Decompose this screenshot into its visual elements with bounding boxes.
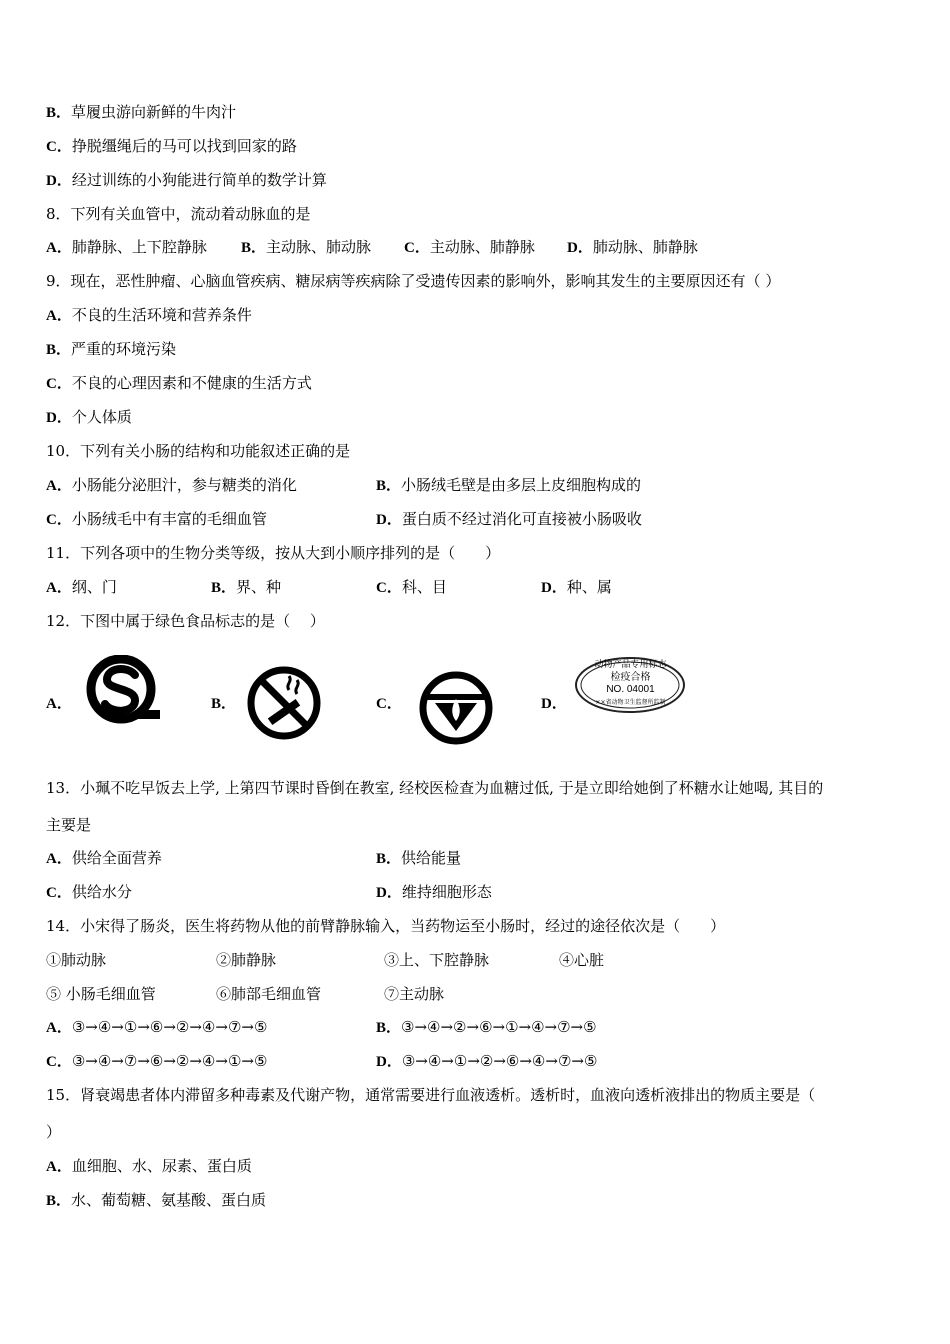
q13-option-b — [376, 848, 461, 869]
option-text: 肺静脉、上下腔静脉 — [71, 238, 207, 256]
q10-option-a — [46, 475, 297, 496]
option-letter: C． — [46, 885, 72, 901]
q14-item-6: ⑥肺部毛细血管 — [216, 985, 322, 1003]
q11-option-d — [541, 577, 612, 598]
q10-option-d — [376, 509, 642, 530]
q9-option-d — [46, 407, 132, 428]
q11-option-c — [376, 577, 447, 598]
q8-option-b — [241, 237, 371, 258]
q14-option-c — [46, 1051, 267, 1072]
option-text: 个人体质 — [71, 408, 132, 426]
option-letter: B． — [211, 580, 237, 596]
q14-item-1: ①肺动脉 — [46, 951, 107, 969]
option-text: 主动脉、肺静脉 — [429, 238, 535, 256]
option-letter: B． — [46, 1193, 72, 1209]
option-text: 供给全面营养 — [71, 849, 162, 867]
q10-stem: 10．下列有关小肠的结构和功能叙述正确的是 — [46, 442, 351, 460]
option-text: 主动脉、肺动脉 — [266, 238, 372, 256]
seal-bottom-text: ××省动物卫生监督所监制 — [595, 699, 666, 706]
q8-option-d — [567, 237, 698, 258]
option-text: 肺动脉、肺静脉 — [592, 238, 698, 256]
q8-option-c — [404, 237, 535, 258]
option-text: 血细胞、水、尿素、蛋白质 — [71, 1157, 252, 1175]
q10-option-c — [46, 509, 267, 530]
option-letter: B． — [241, 240, 267, 256]
q14-stem: 14．小宋得了肠炎，医生将药物从他的前臂静脉输入，当药物运至小肠时，经过的途径依次是（ ） — [46, 917, 726, 935]
no-smoking-logo-icon — [241, 664, 327, 742]
option-letter: D． — [567, 240, 593, 256]
option-text: ③→④→②→⑥→①→④→⑦→⑤ — [401, 1018, 597, 1036]
qs-quality-logo-icon — [80, 655, 166, 727]
q14-item-7: ⑦主动脉 — [384, 985, 445, 1003]
option-letter: C． — [404, 240, 430, 256]
q9-option-a — [46, 305, 252, 326]
option-letter: C． — [376, 580, 402, 596]
q13-option-c — [46, 882, 132, 903]
option-text: 经过训练的小狗能进行简单的数学计算 — [71, 171, 327, 189]
q14-item-4: ④心脏 — [559, 951, 605, 969]
option-text: ③→④→⑦→⑥→②→④→①→⑤ — [71, 1052, 268, 1070]
option-text: 不良的心理因素和不健康的生活方式 — [71, 374, 312, 392]
option-letter: A． — [46, 240, 72, 256]
option-text: 小肠绒毛中有丰富的毛细血管 — [71, 510, 267, 528]
option-letter: A． — [46, 851, 72, 867]
option-letter: A． — [46, 1159, 72, 1175]
option-letter: A． — [46, 308, 72, 324]
q11-option-b — [211, 577, 281, 598]
option-letter: B． — [376, 851, 402, 867]
q13-stem-line2: 主要是 — [46, 816, 92, 834]
q14-item-3: ③上、下腔静脉 — [384, 951, 490, 969]
option-text: 供给水分 — [71, 883, 132, 901]
q7-option-b — [46, 102, 236, 123]
option-letter: C． — [46, 512, 72, 528]
q12-stem: 12．下图中属于绿色食品标志的是（ ） — [46, 612, 325, 630]
q12-option-a-letter: A． — [46, 696, 72, 712]
q9-option-c — [46, 373, 312, 394]
option-letter: D． — [376, 1054, 402, 1070]
option-text: ③→④→①→⑥→②→④→⑦→⑤ — [71, 1018, 268, 1036]
q14-item-5: ⑤ 小肠毛细血管 — [46, 985, 156, 1003]
option-letter: C． — [46, 1054, 72, 1070]
option-text: 小肠绒毛壁是由多层上皮细胞构成的 — [401, 476, 642, 494]
q15-option-b — [46, 1190, 266, 1211]
option-letter: A． — [46, 478, 72, 494]
option-letter: C． — [46, 376, 72, 392]
q10-option-b — [376, 475, 641, 496]
animal-product-quarantine-seal-icon — [573, 655, 688, 715]
q12-option-b-letter: B． — [211, 696, 237, 712]
seal-mid-text: 检疫合格 — [610, 672, 651, 683]
option-text: 小肠能分泌胆汁，参与糖类的消化 — [71, 476, 297, 494]
option-text: 蛋白质不经过消化可直接被小肠吸收 — [401, 510, 642, 528]
seal-top-text: 动物产品专用标志 — [594, 660, 667, 670]
option-letter: D． — [376, 885, 402, 901]
q13-option-d — [376, 882, 492, 903]
option-text: 供给能量 — [401, 849, 462, 867]
q9-stem: 9．现在，恶性肿瘤、心脑血管疾病、糖尿病等疾病除了受遗传因素的影响外，影响其发生的主要原因还有（ ） — [46, 272, 781, 290]
q13-stem-line1: 13．小珮不吃早饭去上学, 上第四节课时昏倒在教室, 经校医检查为血糖过低, 于是立即给她倒了杯糖水让她喝, 其目的 — [46, 779, 824, 797]
option-text: 纲、门 — [71, 578, 117, 596]
q7-option-c — [46, 136, 297, 157]
option-letter: D． — [541, 580, 567, 596]
q12-option-d-letter: D． — [541, 696, 567, 712]
option-letter: B． — [46, 342, 72, 358]
option-text: 挣脱缰绳后的马可以找到回家的路 — [71, 137, 297, 155]
option-text: 草履虫游向新鲜的牛肉汁 — [71, 103, 237, 121]
option-text: 种、属 — [566, 578, 612, 596]
option-letter: A． — [46, 580, 72, 596]
q15-stem-line2: ） — [46, 1123, 62, 1141]
q7-option-d — [46, 170, 327, 191]
q14-option-d — [376, 1051, 597, 1072]
option-letter: B． — [46, 105, 72, 121]
option-text: 不良的生活环境和营养条件 — [71, 306, 252, 324]
q8-stem: 8．下列有关血管中，流动着动脉血的是 — [46, 205, 311, 223]
option-text: 严重的环境污染 — [71, 340, 177, 358]
option-text: ③→④→①→②→⑥→④→⑦→⑤ — [401, 1052, 598, 1070]
option-text: 界、种 — [236, 578, 282, 596]
option-letter: C． — [46, 139, 72, 155]
option-letter: D． — [46, 410, 72, 426]
option-letter: B． — [376, 478, 402, 494]
q8-option-a — [46, 237, 207, 258]
option-text: 水、葡萄糖、氨基酸、蛋白质 — [71, 1191, 267, 1209]
q14-option-a — [46, 1017, 267, 1038]
green-food-logo-icon — [411, 671, 501, 745]
option-text: 科、目 — [401, 578, 447, 596]
q15-option-a — [46, 1156, 252, 1177]
q14-item-2: ②肺静脉 — [216, 951, 277, 969]
option-letter: D． — [376, 512, 402, 528]
q13-option-a — [46, 848, 162, 869]
option-letter: D． — [46, 173, 72, 189]
option-letter: A． — [46, 1020, 72, 1036]
q9-option-b — [46, 339, 176, 360]
option-text: 维持细胞形态 — [401, 883, 492, 901]
q11-stem: 11．下列各项中的生物分类等级，按从大到小顺序排列的是（ ） — [46, 544, 501, 562]
seal-number-text: NO. 04001 — [606, 684, 655, 695]
q14-option-b — [376, 1017, 597, 1038]
q11-option-a — [46, 577, 117, 598]
q12-option-c-letter: C． — [376, 696, 402, 712]
q15-stem-line1: 15．肾衰竭患者体内滞留多种毒素及代谢产物，通常需要进行血液透析。透析时，血液向透析液排出的物质主要是（ — [46, 1086, 816, 1104]
option-letter: B． — [376, 1020, 402, 1036]
